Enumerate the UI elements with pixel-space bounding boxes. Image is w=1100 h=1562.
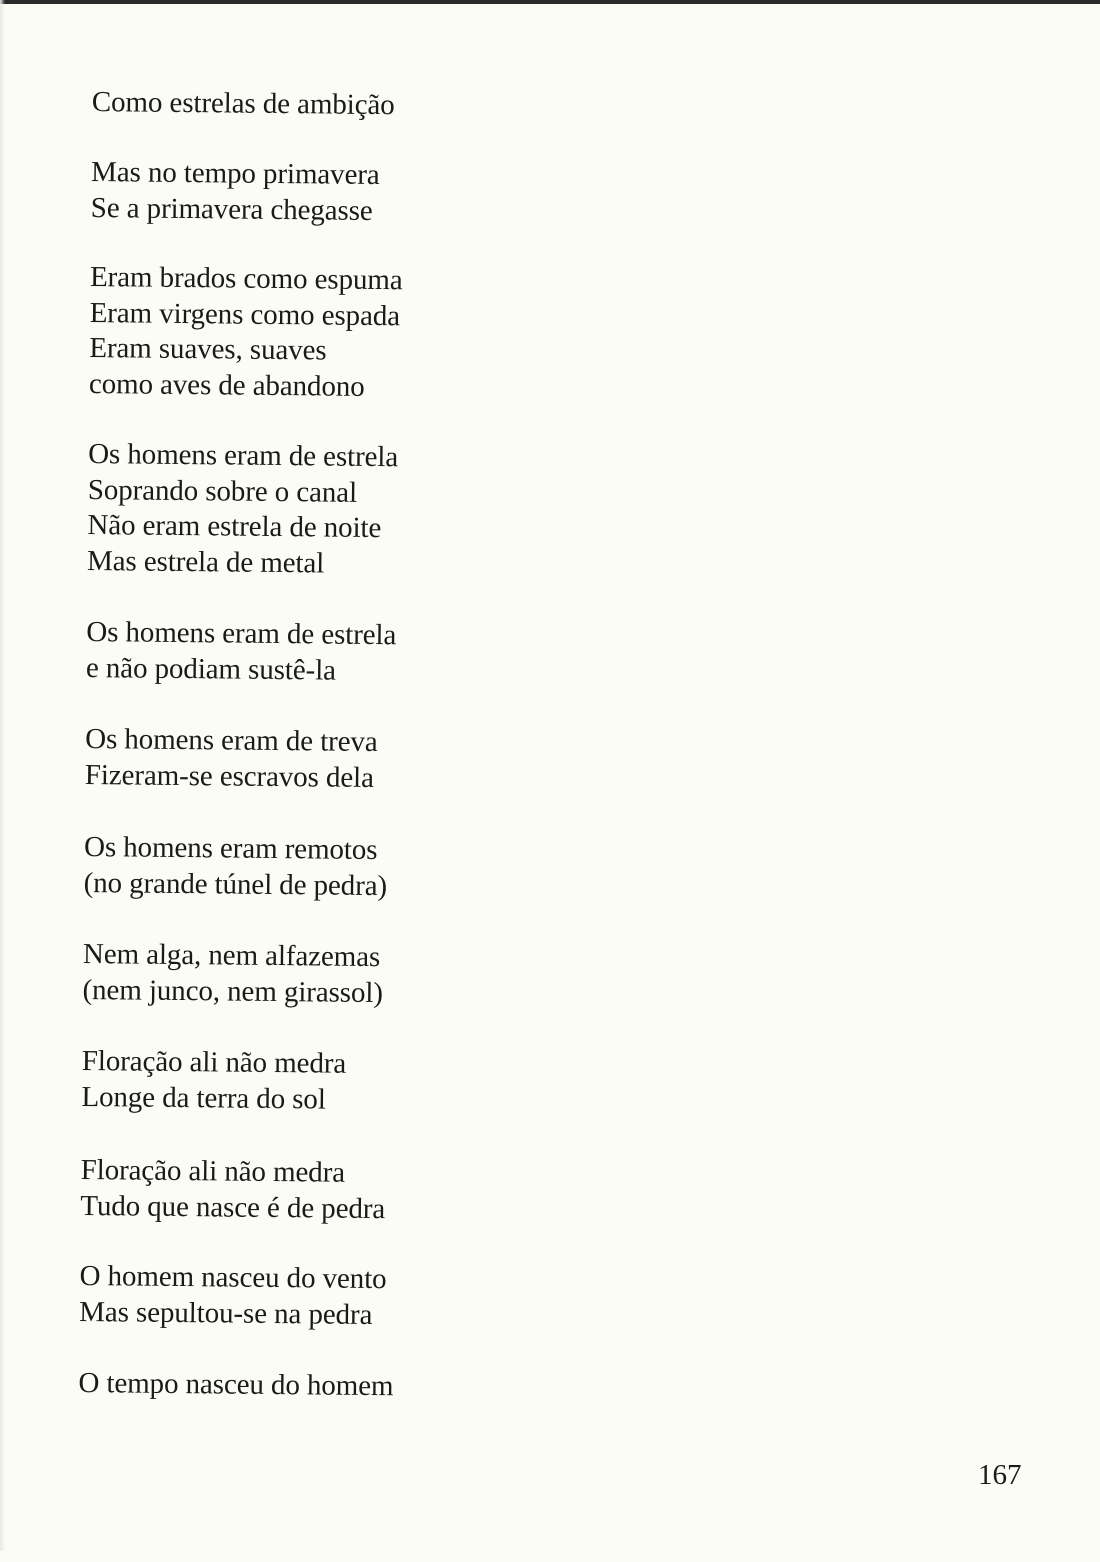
stanza-2 — [91, 155, 380, 229]
stanza-8 — [82, 937, 383, 1011]
poem-line: Os homens eram de estrela — [86, 615, 397, 652]
poem-line: Não eram estrela de noite — [87, 508, 382, 545]
stanza-9 — [81, 1044, 346, 1118]
poem-line: Se a primavera chegasse — [90, 191, 373, 227]
poem-line: Os homens eram de treva — [85, 722, 378, 759]
stanza-5 — [86, 615, 397, 689]
poem-line: (nem junco, nem girassol) — [82, 973, 384, 1009]
stanza-11 — [79, 1259, 387, 1333]
stanza-4 — [87, 437, 398, 582]
poem-line: Tudo que nasce é de pedra — [80, 1189, 386, 1225]
poem-line: Nem alga, nem alfazemas — [82, 937, 381, 974]
stanza-12 — [78, 1366, 393, 1405]
poem-line: Soprando sobre o canal — [87, 473, 358, 509]
stanza-3 — [89, 260, 403, 405]
stanza-10 — [80, 1153, 386, 1227]
poem-line: Como estrelas de ambição — [91, 86, 395, 122]
poem-line: (no grande túnel de pedra) — [83, 866, 388, 902]
poem-line: Os homens eram remotos — [83, 830, 378, 867]
page-number: 167 — [978, 1459, 1022, 1491]
poem-line: Mas sepultou-se na pedra — [79, 1295, 373, 1331]
poem-line: Longe da terra do sol — [81, 1080, 326, 1116]
stanza-6 — [85, 722, 378, 796]
poem-line: Floração ali não medra — [81, 1044, 347, 1080]
poem-line: e não podiam sustê-la — [85, 651, 337, 687]
stanza-7 — [84, 830, 388, 904]
poem-line: Eram suaves, suaves — [89, 332, 327, 367]
poem-line: O tempo nasceu do homem — [78, 1366, 394, 1403]
poem-line: Mas no tempo primavera — [90, 156, 380, 192]
poem-line: Os homens eram de estrela — [88, 438, 399, 474]
stanza-1 — [92, 85, 395, 124]
poem-line: Eram virgens como espada — [89, 296, 401, 332]
poem-line: Fizeram-se escravos dela — [84, 758, 375, 794]
poem-line: O homem nasceu do vento — [79, 1259, 387, 1296]
poem-line: Floração ali não medra — [80, 1153, 346, 1189]
poem-line: Eram brados como espuma — [89, 261, 403, 297]
poem-line: Mas estrela de metal — [86, 544, 325, 579]
poem-line: como aves de abandono — [88, 367, 365, 403]
